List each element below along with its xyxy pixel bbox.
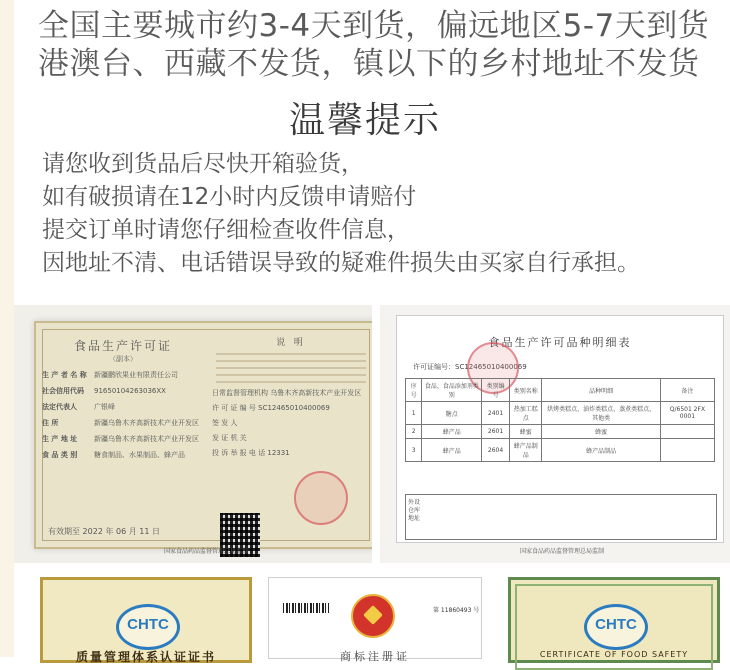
national-emblem-icon bbox=[351, 594, 395, 638]
detail-license-number: 许可证编号：SC12465010400069 bbox=[413, 363, 527, 371]
food-safety-certificate bbox=[508, 577, 720, 663]
license-right-field: 发 证 机 关 bbox=[212, 434, 247, 442]
production-license-photo bbox=[14, 305, 372, 563]
tips-title: 温馨提示 bbox=[288, 100, 441, 141]
warehouse-address-box bbox=[405, 494, 717, 540]
product-detail-sheet bbox=[396, 315, 724, 543]
license-right-field: 日常监督管理机构 乌鲁木齐高新技术产业开发区 bbox=[212, 389, 362, 397]
license-title: 食品生产许可证 bbox=[73, 339, 172, 353]
license-right-field: 许 可 证 编 号 SC12465010400069 bbox=[212, 404, 330, 412]
license-right-field: 投 诉 举 报 电 话 12331 bbox=[212, 449, 290, 457]
tip-line-2: 如有破损请在12小时内反馈申请赔付 bbox=[42, 184, 417, 210]
tip-line-4: 因地址不清、电话错误导致的疑难件损失由买家自行承担。 bbox=[42, 250, 640, 276]
tip-line-3: 提交订单时请您仔细检查收件信息， bbox=[42, 217, 410, 243]
barcode-icon bbox=[283, 603, 329, 613]
license-notes-title: 说 明 bbox=[276, 338, 306, 348]
license-field: 社会信用代码 91650104263036XX bbox=[42, 387, 166, 395]
production-license bbox=[34, 321, 372, 549]
license-field: 生 产 者 名 称 新疆鹏欣果业有限责任公司 bbox=[42, 371, 178, 379]
license-left-panel bbox=[42, 329, 204, 541]
table-row: 3 蜂产品 2604 蜂产品制品 蜂产品制品 bbox=[406, 439, 715, 462]
certificate-headline: CERTIFICATE OF FOOD SAFETY bbox=[539, 650, 689, 659]
license-field: 生 产 地 址 新疆乌鲁木齐高新技术产业开发区 bbox=[42, 435, 199, 443]
table-row: 2 蜂产品 2601 蜂蜜 蜂蜜 bbox=[406, 425, 715, 439]
license-validity: 有效期至 2022 年 06 月 11 日 bbox=[48, 527, 160, 536]
shipping-notice-line-2: 港澳台、西藏不发货，镇以下的乡村地址不发货 bbox=[38, 46, 700, 82]
license-caption: 国家食品药品监督管理总局监制 bbox=[164, 548, 249, 555]
shipping-notice-line-1: 全国主要城市约3-4天到货，偏远地区5-7天到货 bbox=[38, 8, 710, 44]
certificate-headline: 商标注册证 bbox=[340, 650, 410, 663]
certificate-headline: 质量管理体系认证证书 bbox=[75, 650, 216, 664]
detail-caption: 国家食品药品监督管理总局监制 bbox=[520, 548, 605, 555]
product-detail-photo bbox=[380, 305, 730, 563]
certificate-number: 第 11860493 号 bbox=[433, 607, 480, 614]
table-header-row: 序号 食品、食品添加剂类别 类别编号 类别名称 品种明细 备注 bbox=[406, 379, 715, 402]
license-subtitle: （副本） bbox=[109, 355, 137, 363]
license-field: 食 品 类 别 糖食制品、水果制品、蜂产品 bbox=[42, 451, 185, 459]
table-row: 1 糖点 2401 热加工糕点 烘烤类糕点，油炸类糕点，蒸煮类糕点，其他类 Q/6501 2FX 0001 bbox=[406, 402, 715, 425]
license-field: 住 所 新疆乌鲁木齐高新技术产业开发区 bbox=[42, 419, 199, 427]
license-right-panel bbox=[212, 329, 370, 541]
trademark-certificate bbox=[268, 577, 482, 663]
detail-title: 食品生产许可品种明细表 bbox=[488, 336, 632, 349]
license-field: 法定代表人 广银峰 bbox=[42, 403, 115, 411]
official-seal-stamp bbox=[294, 471, 348, 525]
warehouse-address-label: 外设仓库地址 bbox=[408, 499, 421, 522]
chtc-logo-icon: CHTC bbox=[116, 604, 180, 650]
tip-line-1: 请您收到货品后尽快开箱验货， bbox=[42, 151, 364, 177]
license-right-field: 签 发 人 bbox=[212, 419, 238, 427]
detail-table bbox=[405, 378, 715, 462]
quality-management-certificate bbox=[40, 577, 252, 663]
chtc-logo-icon: CHTC bbox=[584, 604, 648, 650]
